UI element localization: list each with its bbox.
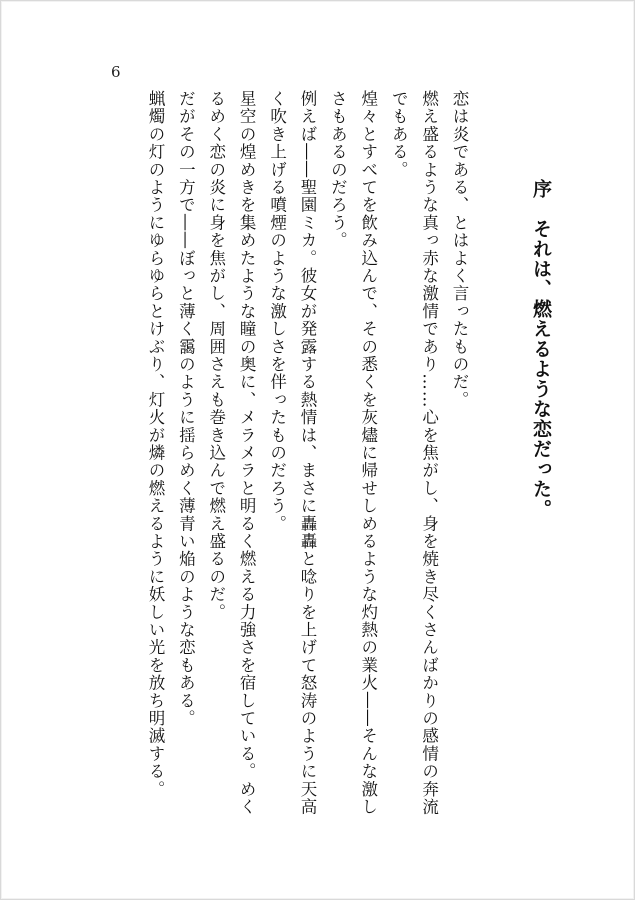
page-number: 6 bbox=[111, 63, 121, 81]
paragraph: 蝋燭の灯のようにゆらゆらとけぶり、灯火が燐の燃えるように妖しい光を放ち明滅する。 bbox=[145, 90, 165, 798]
paragraph: 燃え盛るような真っ赤な激情であり……心を焦がし、身を焼き尽くさんばかりの感情の奔流でもある。 bbox=[389, 90, 439, 816]
paragraph: 例えば――聖園ミカ。彼女が発露する熱情は、まさに轟轟と唸りを上げて怒涛のように天高く吹き上げる噴煙のような激しさを伴ったものだろう。 bbox=[267, 90, 317, 816]
chapter-title: 序 それは、燃えるような恋だった。 bbox=[530, 179, 552, 519]
body-text bbox=[109, 90, 474, 830]
paragraph: 恋は炎である、とはよく言ったものだ。 bbox=[450, 90, 469, 409]
paragraph: だがその一方で――ぼっと薄く靄のように揺らめく薄青い焔のような恋もある。 bbox=[176, 90, 196, 728]
paragraph: 煌々とすべてを飲み込んで、その悉くを灰燼に帰せしめるような灼熱の業火――そんな激しさもあるのだろう。 bbox=[328, 90, 378, 816]
paragraph: 星空の煌めきを集めたような瞳の奥に、メラメラと明るく燃える力強さを宿している。めくるめく恋の炎に身を焦がし、周囲さえも巻き込んで燃え盛るのだ。 bbox=[206, 90, 257, 816]
